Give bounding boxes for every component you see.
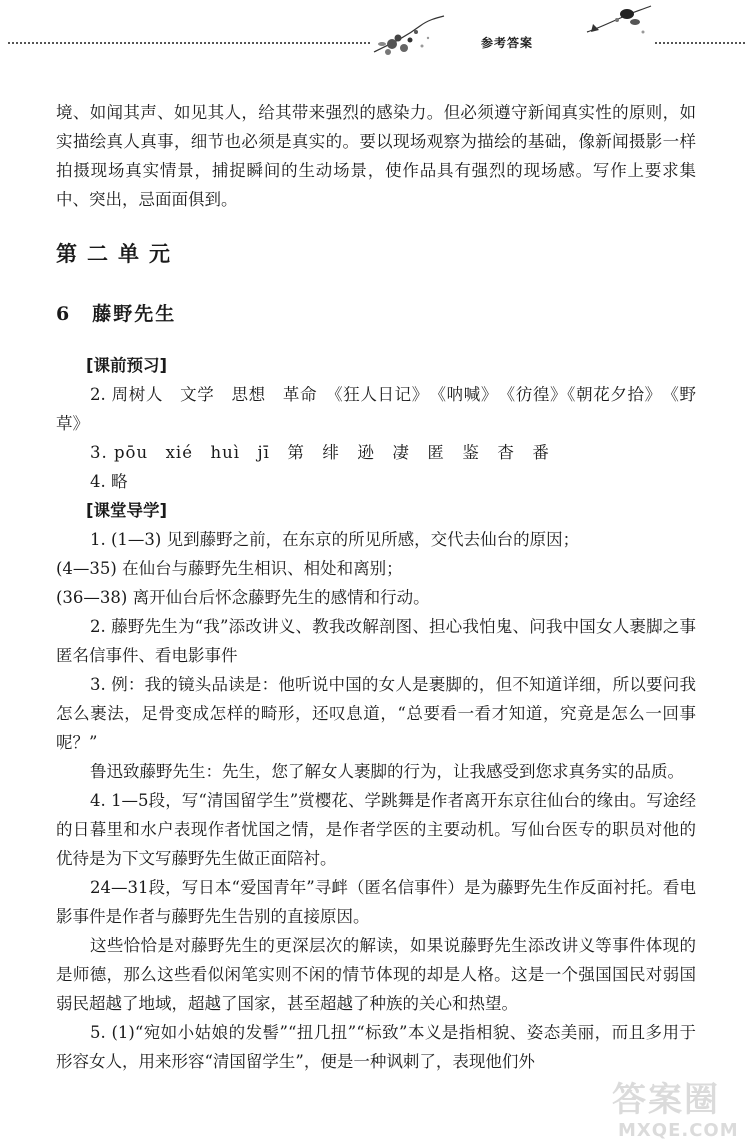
answer-3: 3. pōu xié huì jī 第 绯 逊 凄 匿 鉴 杳 番: [90, 443, 550, 462]
lesson-title: 6 藤野先生: [56, 303, 177, 325]
section-class-heading: [课堂导学]: [86, 501, 168, 520]
header-title: 参考答案: [481, 36, 534, 50]
class-answer-1b: (4—35) 在仙台与藤野先生相识、相处和离别；: [56, 559, 403, 578]
flower-sprig-icon: [585, 2, 655, 46]
class-answer-4b: 24—31段，写日本“爱国青年”寻衅（匿名信事件）是为藤野先生作反面衬托。看电影事件是作者与藤野先生告别的直接原因。: [56, 878, 696, 926]
class-answer-5: 5. (1)“宛如小姑娘的发髻”“扭几扭”“标致”本义是指相貌、姿态美丽，而且多用于形容女人，用来形容“清国留学生”，便是一种讽刺了，表现他们外: [56, 1023, 696, 1071]
class-answer-1a: 1. (1—3) 见到藤野之前，在东京的所见所感，交代去仙台的原因；: [90, 530, 580, 549]
answer-4: 4. 略: [90, 472, 128, 491]
watermark-url: MXQE.COM: [618, 1120, 739, 1141]
section-preview-heading: [课前预习]: [86, 356, 168, 375]
page-header: [0, 0, 750, 70]
class-answer-1c: (36—38) 离开仙台后怀念藤野先生的感情和行动。: [56, 588, 430, 607]
watermark-logo: [612, 1082, 746, 1142]
header-dotted-rule-left: [8, 42, 370, 44]
header-dotted-rule-right: [655, 42, 745, 44]
intro-paragraph: 境、如闻其声、如见其人，给其带来强烈的感染力。但必须遵守新闻真实性的原则，如实描绘真人真事，细节也必须是真实的。要以现场观察为描绘的基础，像新闻摄影一样拍摄现场真实情景，捕捉瞬间的生动场景，使作品具有强烈的现场感。写作上要求集中、突出，忌面面俱到。: [56, 103, 696, 209]
page-content: [56, 98, 713, 1076]
unit-title: 第二单元: [56, 242, 180, 266]
class-answer-3b: 鲁迅致藤野先生：先生，您了解女人裹脚的行为，让我感受到您求真务实的品质。: [90, 762, 684, 781]
class-answer-4c: 这些恰恰是对藤野先生的更深层次的解读，如果说藤野先生添改讲义等事件体现的是师德，那么这些看似闲笔实则不闲的情节体现的却是人格。这是一个强国国民对弱国弱民超越了地域，超越了国家，甚至超越了种族的关心和热望。: [56, 936, 696, 1013]
answer-2: 2. 周树人 文学 思想 革命 《狂人日记》 《呐喊》 《彷徨》《朝花夕拾》 《野草》: [56, 385, 696, 433]
class-answer-3a: 3. 例：我的镜头品读是：他听说中国的女人是裹脚的，但不知道详细，所以要问我怎么裹法，足骨变成怎样的畸形，还叹息道，“总要看一看才知道，究竟是怎么一回事呢？”: [56, 675, 696, 752]
flower-branch-icon: [370, 14, 450, 60]
class-answer-4a: 4. 1—5段，写“清国留学生”赏樱花、学跳舞是作者离开东京往仙台的缘由。写途经的日暮里和水户表现作者忧国之情，是作者学医的主要动机。写仙台医专的职员对他的优待是为下文写藤野先生做正面陪衬。: [56, 791, 696, 868]
class-answer-2: 2. 藤野先生为“我”添改讲义、教我改解剖图、担心我怕鬼、问我中国女人裹脚之事 匿名信事件、看电影事件: [56, 617, 713, 665]
watermark-main: 答案圈: [612, 1080, 720, 1120]
